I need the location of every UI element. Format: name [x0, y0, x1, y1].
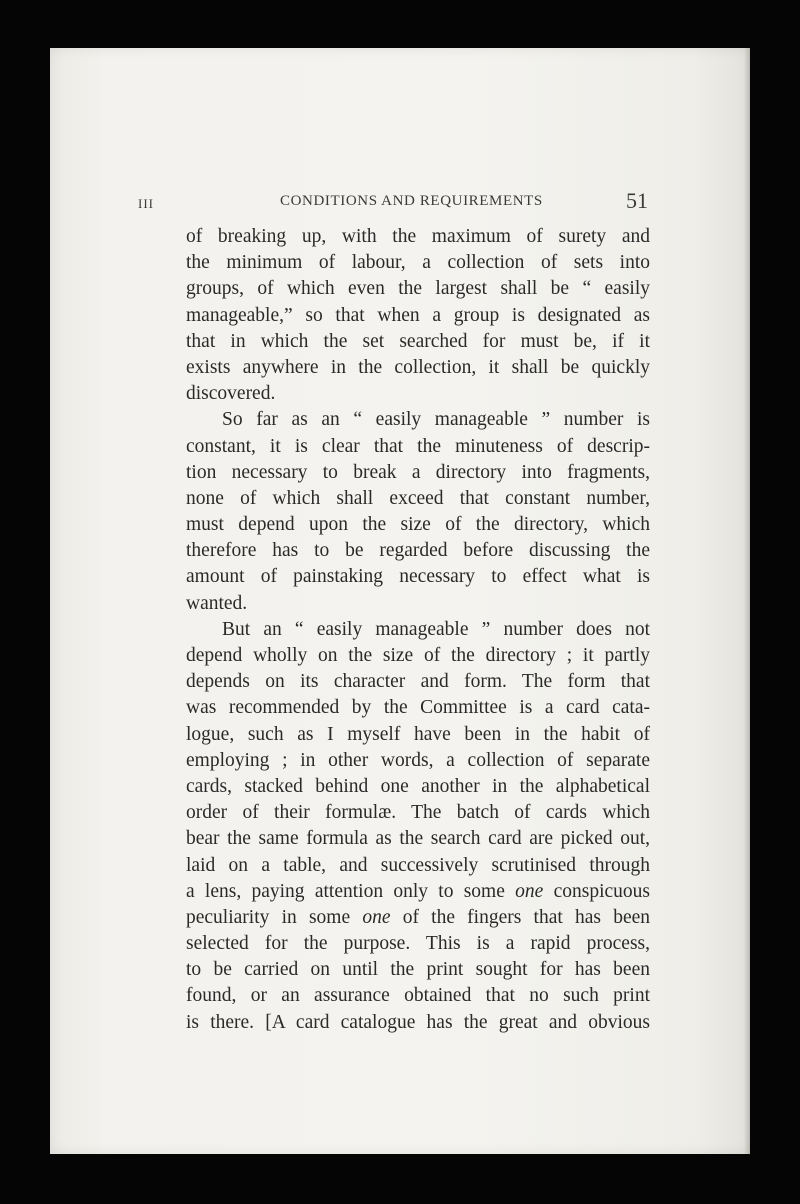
text-line: found, or an assurance obtained that no such print	[186, 985, 650, 1007]
text-line: discovered.	[186, 383, 276, 405]
text-line: therefore has to be regarded before discussing the	[186, 540, 650, 562]
text-line: cards, stacked behind one another in the alphabetical	[186, 775, 650, 797]
text-line-with-emphasis	[186, 905, 650, 931]
text-line-with-emphasis	[186, 879, 650, 905]
page-edge-shadow	[744, 48, 750, 1154]
body-text	[186, 224, 650, 1036]
text-line: bear the same formula as the search card are picked out,	[186, 828, 650, 850]
text-line: depend wholly on the size of the directory ; it partly	[186, 645, 650, 666]
text-line: employing ; in other words, a collection of separate	[186, 749, 650, 771]
text-line: exists anywhere in the collection, it shall be quickly	[186, 356, 650, 378]
text-line: of breaking up, with the maximum of surety and	[186, 226, 650, 247]
page-number: 51	[626, 188, 648, 213]
text-segment: a lens, paying attention only to some	[186, 880, 516, 902]
text-line: manageable,” so that when a group is designated as	[186, 304, 650, 326]
text-line: tion necessary to break a directory into fragments,	[186, 461, 650, 483]
chapter-number: III	[138, 196, 154, 211]
text-line: must depend upon the size of the directory, which	[186, 514, 650, 536]
emphasized-word: one	[515, 880, 544, 902]
emphasized-word: one	[362, 906, 391, 928]
text-line: the minimum of labour, a collection of sets into	[186, 252, 650, 274]
text-line: is there. [A card catalogue has the great and obvious	[186, 1011, 650, 1033]
text-line: logue, such as I myself have been in the habit of	[186, 723, 650, 745]
text-line: constant, it is clear that the minuteness of descrip-	[186, 435, 650, 457]
text-line: amount of painstaking necessary to effect what is	[186, 566, 650, 588]
text-line: laid on a table, and successively scrutinised through	[186, 854, 650, 876]
text-line: that in which the set searched for must be, if it	[186, 330, 650, 352]
running-title: CONDITIONS AND REQUIREMENTS	[280, 193, 543, 209]
text-line: was recommended by the Committee is a card cata-	[186, 697, 650, 719]
text-line: wanted.	[186, 592, 248, 614]
text-line: groups, of which even the largest shall be “ easily	[186, 278, 650, 300]
text-segment: peculiarity in some	[186, 906, 363, 928]
text-line: depends on its character and form. The form that	[186, 671, 650, 693]
text-line: to be carried on until the print sought for has been	[186, 959, 650, 981]
text-line: So far as an “ easily manageable ” number is	[222, 409, 650, 431]
text-segment: conspicuous	[543, 880, 650, 902]
running-header	[138, 190, 648, 216]
text-line: But an “ easily manageable ” number does not	[222, 618, 650, 640]
text-segment: of the fingers that has been	[390, 906, 650, 928]
text-line: order of their formulæ. The batch of cards which	[186, 802, 650, 824]
text-line: selected for the purpose. This is a rapid process,	[186, 933, 650, 955]
text-line: none of which shall exceed that constant number,	[186, 487, 650, 509]
book-page	[50, 48, 750, 1154]
